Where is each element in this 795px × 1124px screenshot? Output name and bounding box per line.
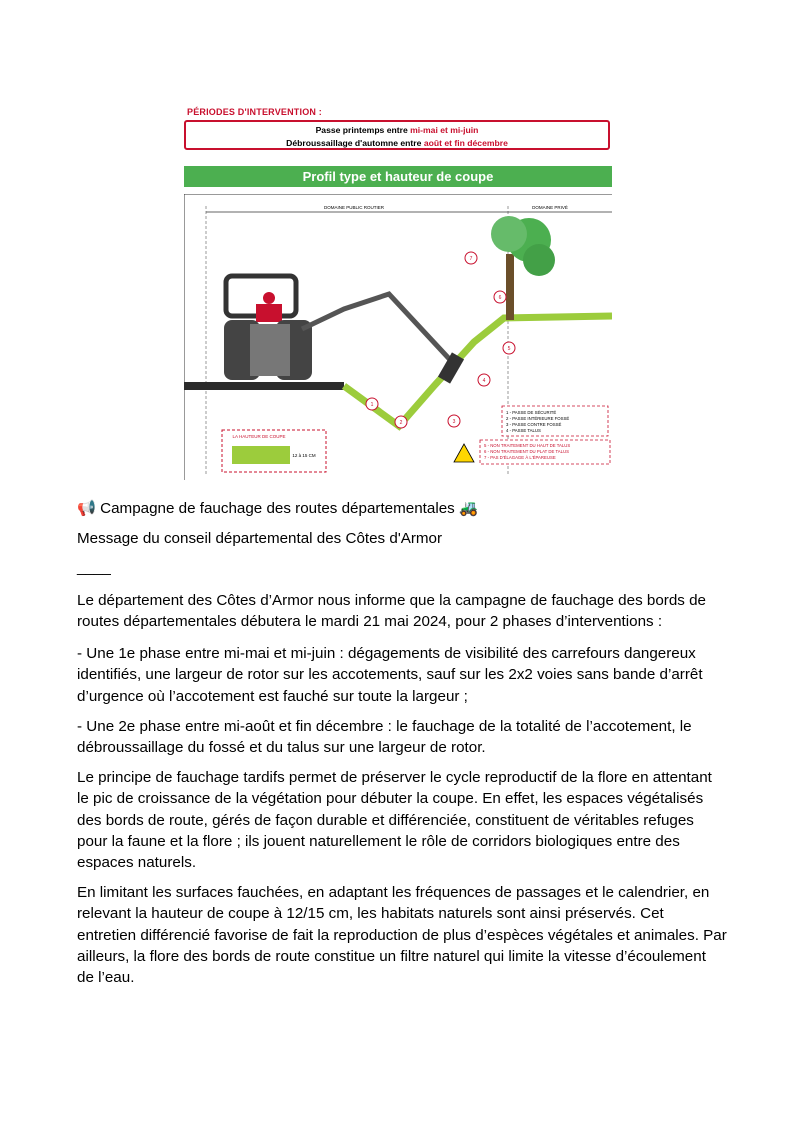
warning-icon	[454, 444, 474, 462]
separator: ____	[77, 559, 111, 576]
paragraph-principle: Le principe de fauchage tardifs permet de préserver le cycle reproductif de la flore en attentant le pic de croissance de la végétation pour débuter la coupe. En effet, les espaces végétalisés des bords de route, gérés de façon durable et différenciée, constituent de véritables refuges pour la faune et la flore ; ils jouent naturellement le rôle de corridors biologiques entre des espaces naturels.	[77, 769, 712, 872]
intervention-figure	[184, 104, 612, 480]
tractor-icon	[224, 276, 312, 380]
marker-2-label: 2	[399, 420, 403, 426]
paragraph-intro: Le département des Côtes d’Armor nous informe que la campagne de fauchage des bords de routes départementales débutera le mardi 21 mai 2024, pour 2 phases d’interventions :	[77, 592, 706, 631]
paragraph-phase-2: - Une 2e phase entre mi-août et fin décembre : le fauchage de la totalité de l’accotement, le débroussaillage du fossé et du talus sur une largeur de rotor.	[77, 718, 692, 757]
legend-warning-5: 5 - NON TRAITEMENT DU HAUT DE TALUS	[484, 443, 571, 448]
autumn-line: Débroussaillage d'automne entre août et fin décembre	[286, 138, 508, 148]
legend-pass-3: 3 - PASSE CONTRE FOSSÉ	[506, 422, 562, 427]
marker-1-label: 1	[370, 402, 374, 408]
marker-6-label: 6	[498, 295, 502, 301]
spring-line: Passe printemps entre mi-mai et mi-juin	[315, 125, 479, 135]
cut-height-value: 12 à 15 CM	[292, 453, 316, 458]
road-profile-diagram	[184, 194, 612, 480]
legend-warning-7: 7 - PAS D'ÉLAGAGE À L'ÉPAREUSE	[484, 455, 556, 460]
cut-height-inset	[222, 430, 326, 472]
marker-5-label: 5	[507, 346, 511, 352]
profile-banner: Profil type et hauteur de coupe	[184, 166, 612, 187]
domain-public-label: DOMAINE PUBLIC ROUTIER	[323, 205, 385, 210]
legend-warning-6: 6 - NON TRAITEMENT DU PLAT DE TALUS	[484, 449, 569, 454]
periods-box	[184, 120, 610, 150]
tree-icon	[491, 216, 555, 320]
paragraph-habitats: En limitant les surfaces fauchées, en adaptant les fréquences de passages et le calendrier, en relevant la hauteur de coupe à 12/15 cm, les habitats naturels sont ainsi préservés. Cet entretien différencié favorise de fait la reproduction de plus d’espèces végétales et animales. Par ailleurs, la flore des bords de route constitue un filtre naturel qui limite la vitesse d’écoulement de l’eau.	[77, 884, 727, 987]
legend-pass-1: 1 - PASSE DE SÉCURITÉ	[506, 410, 557, 415]
marker-4-label: 4	[482, 378, 486, 384]
marker-3-label: 3	[452, 419, 456, 425]
periods-title: PÉRIODES D'INTERVENTION :	[187, 107, 322, 117]
mower-arm	[302, 294, 454, 364]
marker-7-label: 7	[469, 256, 473, 262]
paragraph-phase-1: - Une 1e phase entre mi-mai et mi-juin : dégagements de visibilité des carrefours dangereux identifiés, une largeur de rotor sur les accotements, sauf sur les 2x2 voies sans bande d’arrêt d’urgence où l’accotement est fauché sur toute la largeur ;	[77, 645, 703, 705]
domain-private-label: DOMAINE PRIVÉ	[532, 205, 568, 210]
legend-pass-2: 2 - PASSE INTÉRIEURE FOSSÉ	[506, 416, 570, 421]
heading: 📢 Campagne de fauchage des routes départementales 🚜	[77, 500, 478, 517]
legend-warnings	[454, 440, 610, 464]
road-surface	[184, 382, 344, 390]
cut-height-title: LA HAUTEUR DE COUPE	[232, 434, 286, 439]
subheading: Message du conseil départemental des Côtes d'Armor	[77, 530, 443, 547]
legend-passes	[502, 406, 608, 436]
legend-pass-4: 4 - PASSE TALUS	[506, 428, 541, 433]
